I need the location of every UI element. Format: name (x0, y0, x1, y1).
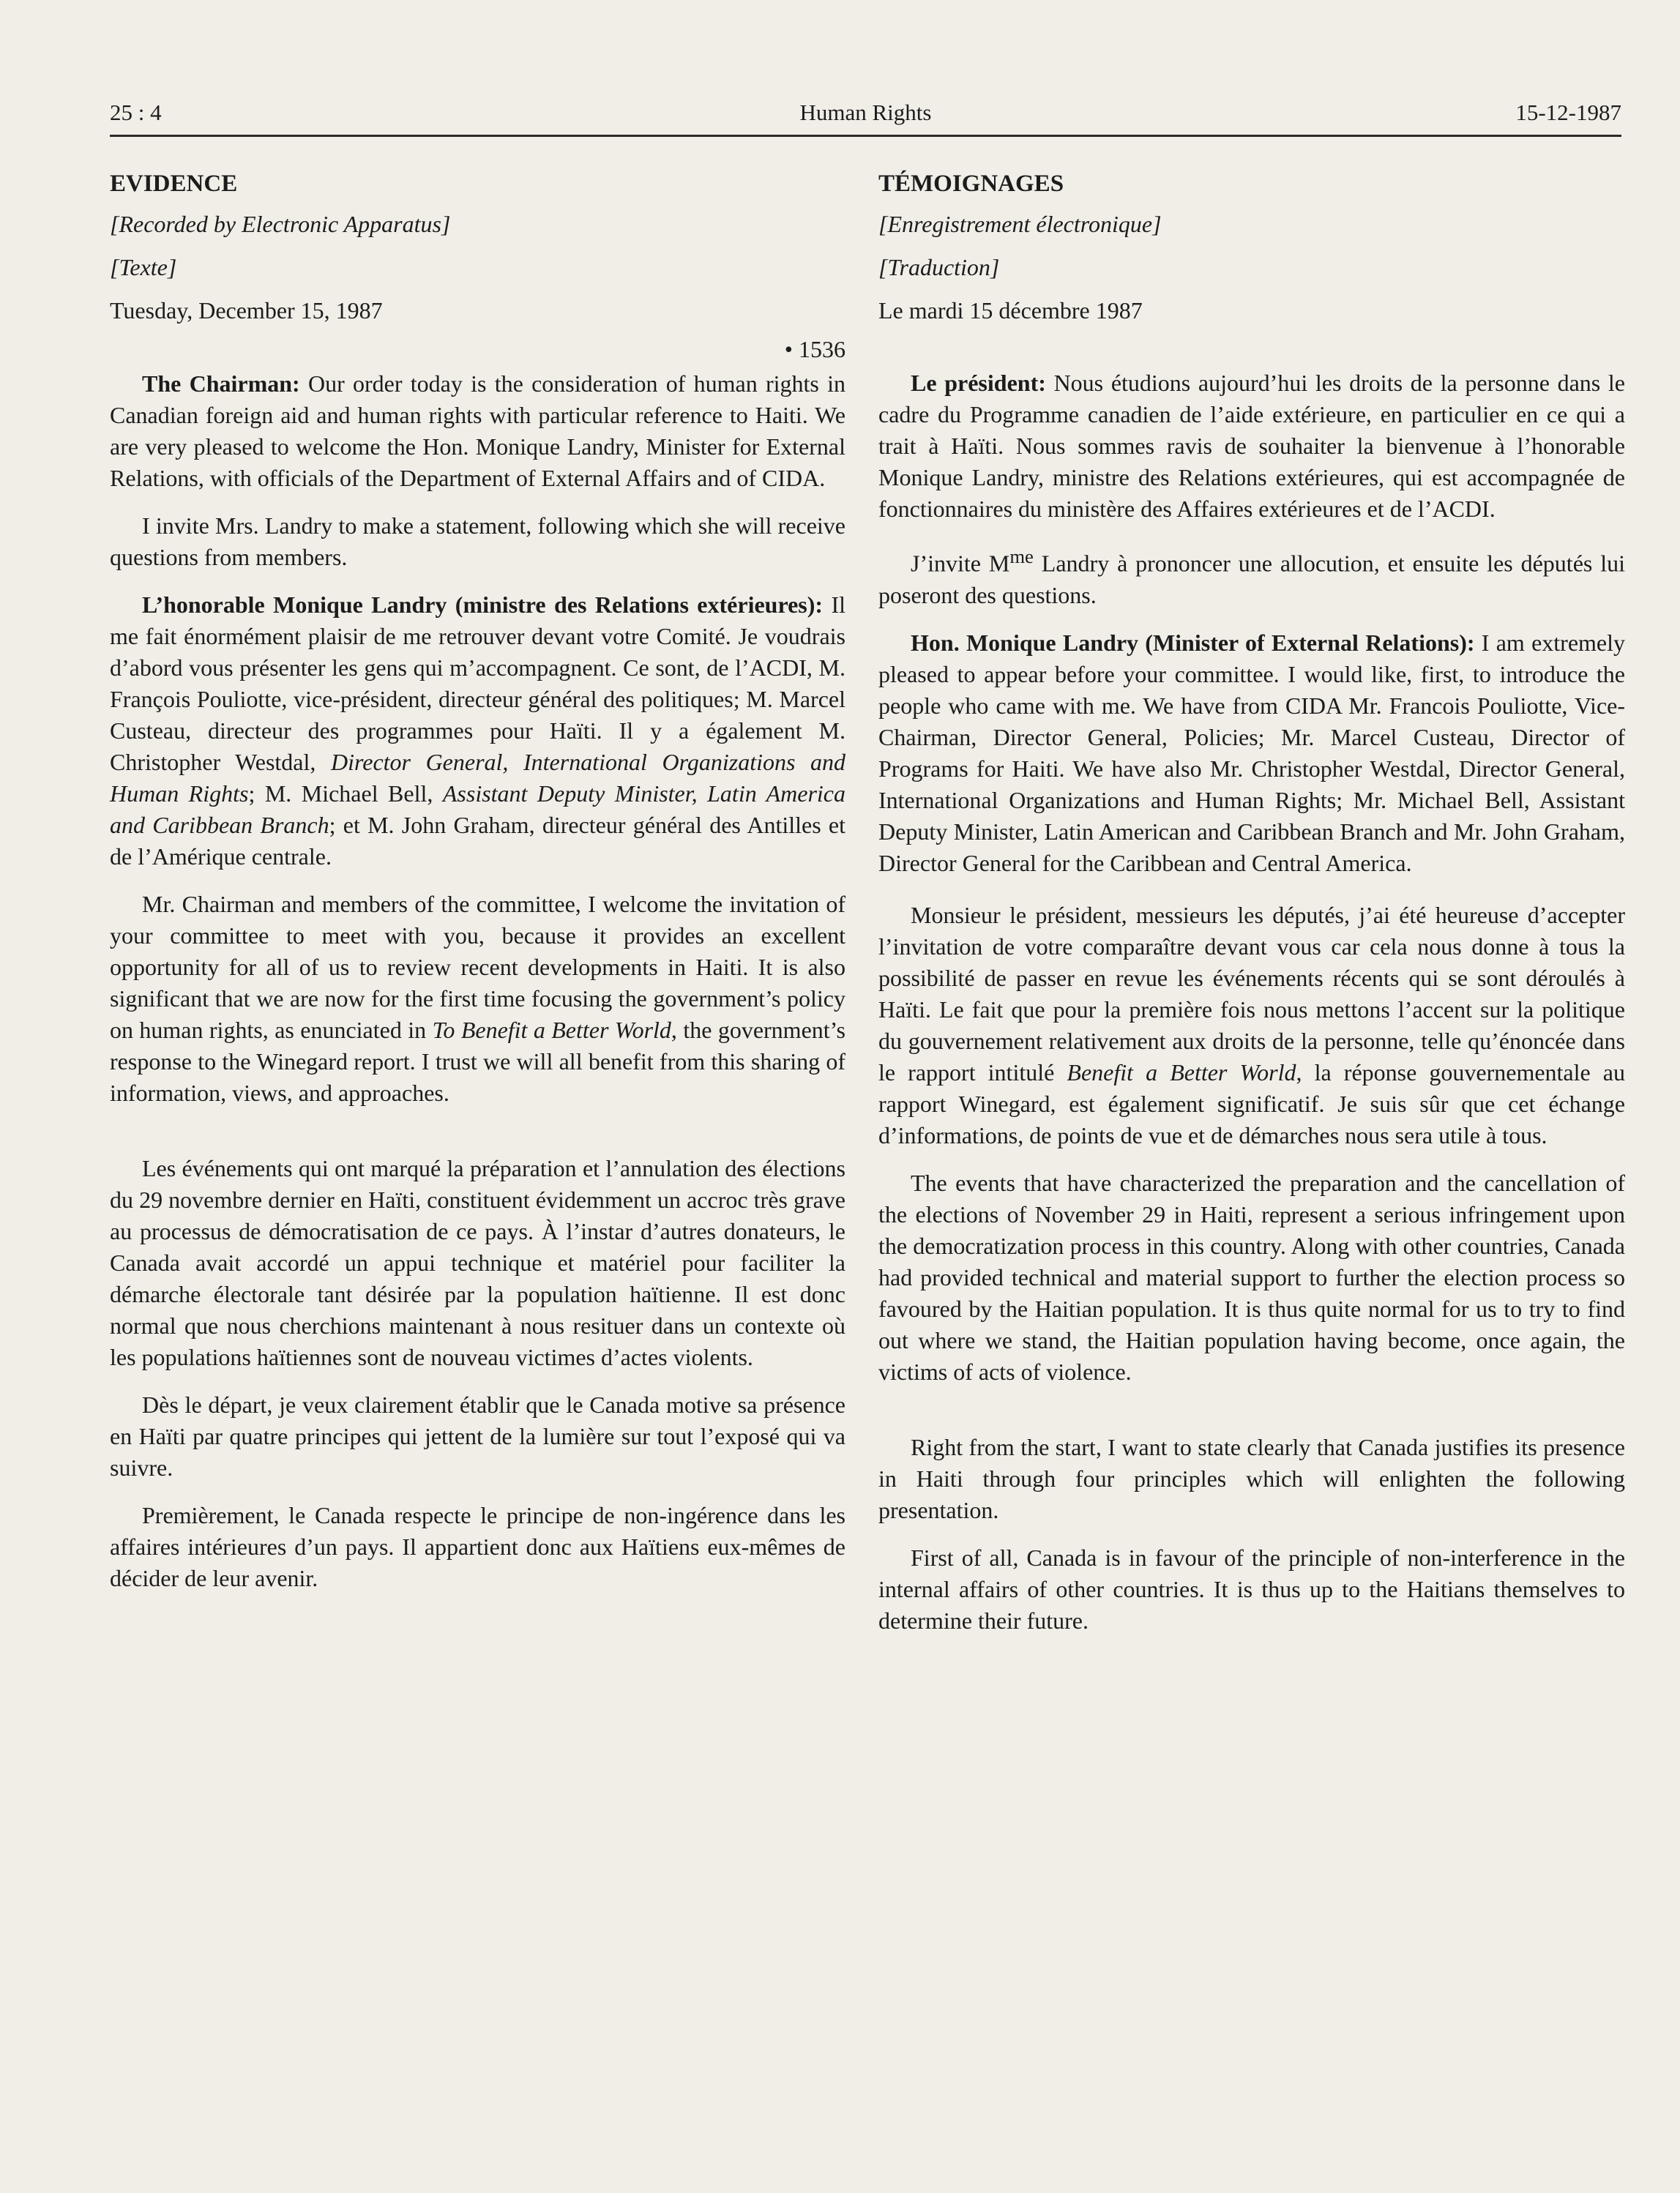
paragraph-principles: Right from the start, I want to state clearly that Canada justifies its presence in Haiti through four principles which will enlighten the following presentation. (878, 1433, 1625, 1523)
french-column (878, 168, 1625, 1653)
paragraph-principles: Dès le départ, je veux clairement établir que le Canada motive sa présence en Haïti par quatre principes qui jettent de la lumière sur tout l’exposé qui va suivre. (110, 1391, 845, 1481)
recording-note: [Recorded by Electronic Apparatus] (110, 211, 451, 237)
paragraph-elections: Les événements qui ont marqué la préparation et l’annulation des élections du 29 novembre dernier en Haïti, constituent évidemment un accroc très grave au processus de démocratisation de ce pays. À l’instar d’autres donateurs, le Canada avait accordé un appui technique et matériel pour faciliter la démarche électorale tant désirée par la population haïtienne. Il est donc normal que nous cherchions maintenant à nous resituer dans un contexte où les populations haïtiennes sont de nouveau victimes d’actes violents. (110, 1155, 845, 1370)
header-rule (110, 135, 1621, 137)
paragraph-minister: L’honorable Monique Landry (ministre des Relations extérieures): Il me fait énormément plaisir de me retrouver devant votre Comité. Je voudrais d’abord vous présenter les gens qui m’accompagnent. Ce sont, de l’ACDI, M. François Pouliotte, vice-président, directeur général des politiques; M. Marcel Custeau, directeur des programmes pour Haïti. Il y a également M. Christopher Westdal, Director General, International Organizations and Human Rights; M. Michael Bell, Assistant Deputy Minister, Latin America and Caribbean Branch; et M. John Graham, directeur général des Antilles et de l’Amérique centrale. (110, 591, 846, 870)
speaker-label: Hon. Monique Landry (Minister of External Relations): (911, 629, 1475, 656)
english-column (110, 168, 845, 1610)
speaker-label: L’honorable Monique Landry (ministre des Relations extérieures): (142, 591, 824, 618)
session-date: Tuesday, December 15, 1987 (110, 297, 383, 324)
speaker-label: The Chairman: (142, 370, 300, 397)
section-heading: EVIDENCE (110, 171, 238, 197)
paragraph-first-principle: Premièrement, le Canada respecte le principe de non-ingérence dans les affaires intérieures d’un pays. Il appartient donc aux Haïtiens eux-mêmes de décider de leur avenir. (110, 1502, 845, 1591)
paragraph-welcome: Monsieur le président, messieurs les députés, j’ai été heureuse d’accepter l’invitation de votre comparaître devant vous car cela nous donne à tous la possibilité de passer en revue les événements récents qui se sont déroulés à Haïti. Le fait que pour la première fois nous mettons l’accent sur la politique du gouvernement relativement aux droits de la personne, telle qu’énoncée dans le rapport intitulé Benefit a Better World, la réponse gouvernementale au rapport Winegard, est également significatif. Je suis sûr que cet échange d’informations, de points de vue et de démarches nous sera utile à tous. (878, 901, 1626, 1148)
paragraph-first-principle: First of all, Canada is in favour of the principle of non-interference in the internal affairs of other countries. It is thus up to the Haitians themselves to determine their future. (878, 1544, 1625, 1634)
section-heading: TÉMOIGNAGES (878, 171, 1064, 197)
speaker-label: Le président: (911, 370, 1046, 396)
running-header (110, 100, 1621, 135)
session-date: Le mardi 15 décembre 1987 (878, 297, 1143, 324)
time-stamp: • 1536 (784, 336, 845, 362)
header-date: 15-12-1987 (1515, 100, 1621, 125)
publication-title: Human Rights (799, 100, 932, 125)
language-note: [Texte] (110, 254, 177, 280)
paragraph-invite: I invite Mrs. Landry to make a statement, following which she will receive questions from members. (110, 512, 845, 570)
paragraph-chairman: The Chairman: Our order today is the consideration of human rights in Canadian foreign aid and human rights with particular reference to Haiti. We are very pleased to welcome the Hon. Monique Landry, Minister for External Relations, with officials of the Department of External Affairs and of CIDA. (110, 370, 846, 491)
paragraph-chairman: Le président: Nous étudions aujourd’hui les droits de la personne dans le cadre du Programme canadien de l’aide extérieure, en particulier en ce qui a trait à Haïti. Nous sommes ravis de souhaiter la bienvenue à l’honorable Monique Landry, ministre des Relations extérieures, qui est accompagnée de fonctionnaires du ministère des Affaires extérieures et de l’ACDI. (878, 370, 1626, 522)
paragraph-elections: The events that have characterized the preparation and the cancellation of the elections of November 29 in Haiti, represent a serious infringement upon the democratization process in this country. Along with other countries, Canada had provided technical and material support to further the election process so favoured by the Haitian population. It is thus quite normal for us to try to find out where we stand, the Haitian population having become, once again, the victims of acts of violence. (878, 1169, 1625, 1385)
paragraph-minister: Hon. Monique Landry (Minister of External Relations): I am extremely pleased to appear before your committee. I would like, first, to introduce the people who came with me. We have from CIDA Mr. Francois Pouliotte, Vice-Chairman, Director General, Policies; Mr. Marcel Custeau, Director of Programs for Haiti. We have also Mr. Christopher Westdal, Director General, International Organizations and Human Rights; Mr. Michael Bell, Assistant Deputy Minister, Latin American and Caribbean Branch and Mr. John Graham, Director General for the Caribbean and Central America. (878, 629, 1626, 876)
paragraph-invite: J’invite $M^{me}$ Landry à prononcer une allocution, et ensuite les députés lui poseront des questions. (878, 545, 1626, 608)
page-number: 25 : 4 (110, 100, 162, 125)
paragraph-welcome: Mr. Chairman and members of the committee, I welcome the invitation of your committee to meet with you, because it provides an excellent opportunity for all of us to review recent developments in Haiti. It is also significant that we are now for the first time focusing the government’s policy on human rights, as enunciated in To Benefit a Better World, the government’s response to the Winegard report. I trust we will all benefit from this sharing of information, views, and approaches. (110, 891, 846, 1106)
recording-note: [Enregistrement électronique] (878, 211, 1162, 237)
language-note: [Traduction] (878, 254, 1000, 280)
